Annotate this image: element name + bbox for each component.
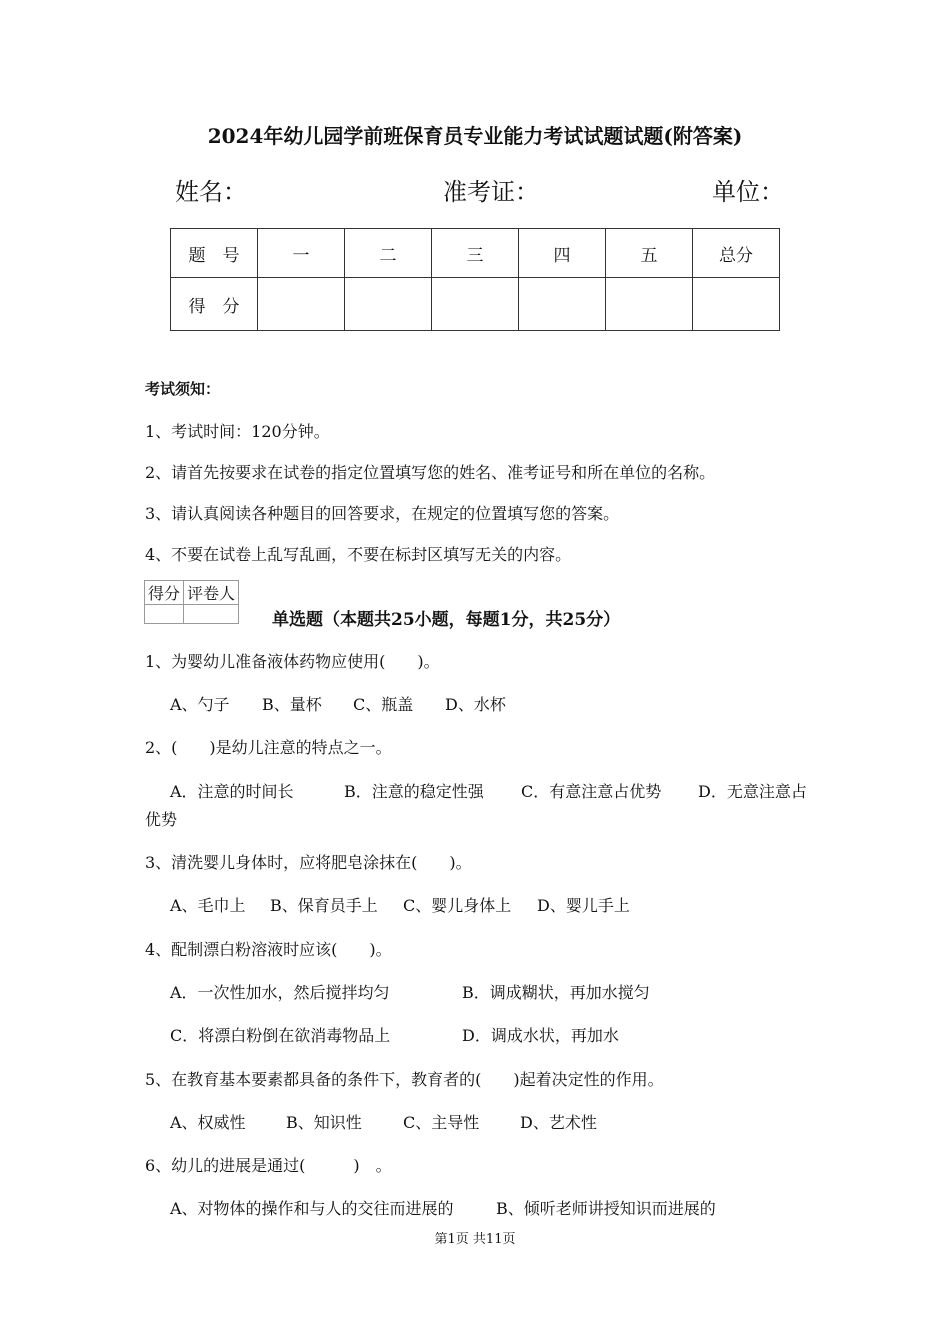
- question-stem: 4、配制漂白粉溶液时应该( )。: [145, 940, 392, 959]
- question-option: D、水杯: [445, 695, 506, 714]
- name-field-label: 姓名：: [175, 178, 247, 206]
- notice-item: 1、考试时间：120分钟。: [145, 422, 330, 441]
- score-table-header-row: [171, 229, 780, 278]
- score-table-header-cell: 五: [606, 229, 693, 278]
- score-table-header-cell: 三: [432, 229, 519, 278]
- score-table-header-cell: 题 号: [171, 229, 258, 278]
- question-stem: 1、为婴幼儿准备液体药物应使用( )。: [145, 652, 440, 671]
- notice-heading: 考试须知：: [145, 380, 221, 398]
- question-option: C、婴儿身体上: [403, 896, 512, 915]
- question-option: B．注意的稳定性强: [344, 782, 484, 801]
- score-table: [170, 228, 780, 331]
- question-option: B．调成糊状，再加水搅匀: [462, 983, 650, 1002]
- notice-item: 3、请认真阅读各种题目的回答要求，在规定的位置填写您的答案。: [145, 504, 620, 523]
- notice-item: 4、不要在试卷上乱写乱画，不要在标封区填写无关的内容。: [145, 545, 572, 564]
- question-option: A．一次性加水，然后搅拌均匀: [170, 983, 390, 1002]
- score-table-header-cell: 一: [258, 229, 345, 278]
- grader-reviewer-label: 评卷人: [184, 581, 239, 605]
- score-cell[interactable]: [258, 278, 345, 331]
- question-option: C、瓶盖: [353, 695, 414, 714]
- question-option: C．有意注意占优势: [521, 782, 662, 801]
- score-table-header-cell: 二: [345, 229, 432, 278]
- question-option: B、保育员手上: [270, 896, 378, 915]
- unit-field-label: 单位：: [712, 178, 784, 206]
- question-option: B、量杯: [262, 695, 322, 714]
- grader-score-cell[interactable]: [145, 605, 184, 624]
- question-option: D．调成水状，再加水: [462, 1026, 619, 1045]
- score-row-label: 得 分: [171, 278, 258, 331]
- question-option-continuation: 优势: [145, 810, 178, 829]
- grader-box: [144, 580, 239, 624]
- score-cell[interactable]: [606, 278, 693, 331]
- question-option: A、对物体的操作和与人的交往而进展的: [170, 1199, 454, 1218]
- score-cell[interactable]: [693, 278, 780, 331]
- page-footer: 第1页 共11页: [434, 1232, 516, 1247]
- score-table-header-cell: 四: [519, 229, 606, 278]
- question-option: D、艺术性: [520, 1113, 597, 1132]
- grader-score-label: 得分: [145, 581, 184, 605]
- score-table-score-row: [171, 278, 780, 331]
- section-title: 单选题（本题共25小题，每题1分，共25分）: [272, 610, 621, 630]
- question-option: A、毛巾上: [170, 896, 246, 915]
- question-option: D、婴儿手上: [537, 896, 630, 915]
- notice-item: 2、请首先按要求在试卷的指定位置填写您的姓名、准考证号和所在单位的名称。: [145, 463, 716, 482]
- question-option: C、主导性: [403, 1113, 480, 1132]
- score-cell[interactable]: [345, 278, 432, 331]
- question-stem: 6、幼儿的进展是通过( ) 。: [145, 1156, 392, 1175]
- question-option: C．将漂白粉倒在欲消毒物品上: [170, 1026, 391, 1045]
- document-title: 2024年幼儿园学前班保育员专业能力考试试题试题(附答案): [207, 124, 743, 148]
- question-option: B、倾听老师讲授知识而进展的: [496, 1199, 716, 1218]
- question-stem: 5、在教育基本要素都具备的条件下，教育者的( )起着决定性的作用。: [145, 1070, 664, 1089]
- grader-reviewer-cell[interactable]: [184, 605, 239, 624]
- score-cell[interactable]: [519, 278, 606, 331]
- score-cell[interactable]: [432, 278, 519, 331]
- exam-id-field-label: 准考证：: [443, 178, 539, 206]
- question-option: A、权威性: [170, 1113, 246, 1132]
- question-option: D．无意注意占: [698, 782, 807, 801]
- score-table-header-cell: 总分: [693, 229, 780, 278]
- question-option: B、知识性: [286, 1113, 362, 1132]
- question-stem: 3、清洗婴儿身体时，应将肥皂涂抹在( )。: [145, 853, 472, 872]
- question-option: A．注意的时间长: [170, 782, 294, 801]
- question-option: A、勺子: [170, 695, 230, 714]
- question-stem: 2、( )是幼儿注意的特点之一。: [145, 738, 392, 757]
